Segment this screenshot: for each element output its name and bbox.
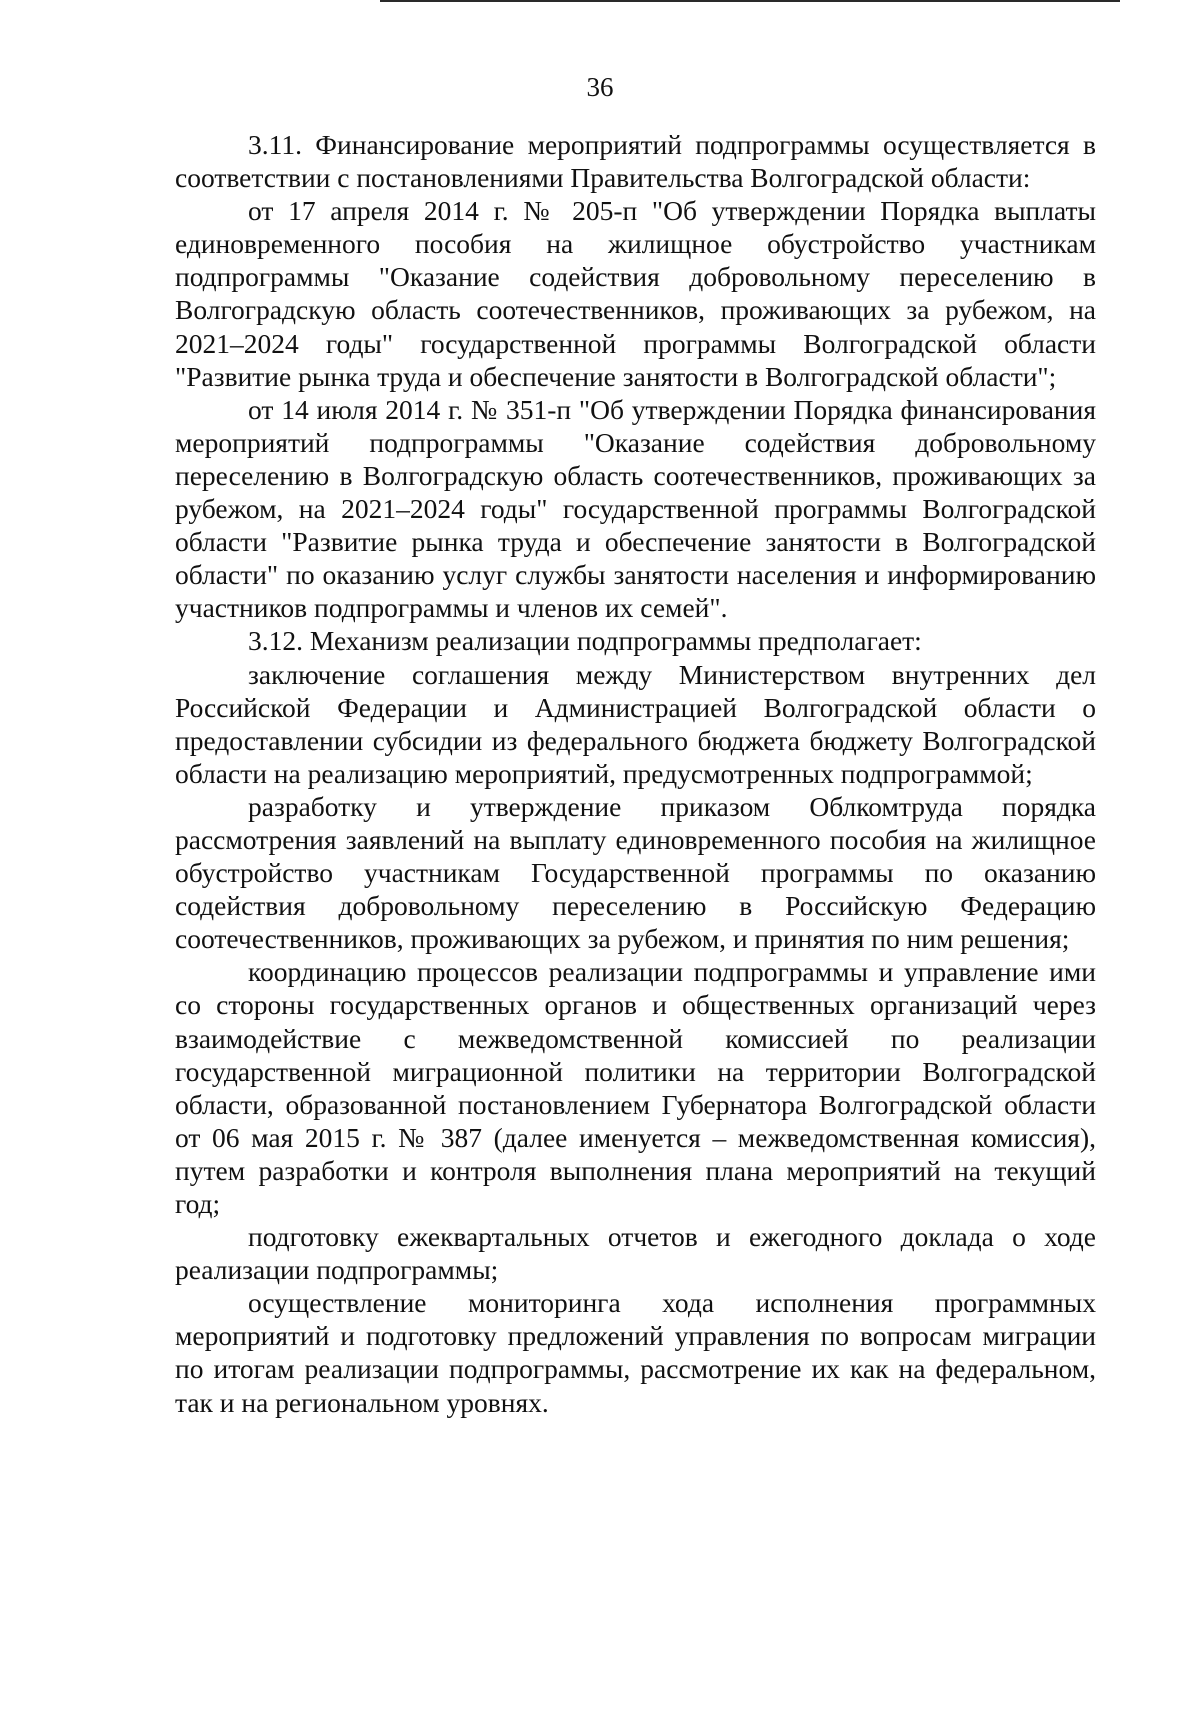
scan-edge-line <box>380 0 1120 2</box>
paragraph-monitoring: осуществление мониторинга хода исполнения программных мероприятий и подготовку предложений управления по вопросам миграции по итогам реализации подпрограммы, рассмотрение их как на федеральном, так и на региональном уровнях. <box>175 1287 1096 1418</box>
page-number: 36 <box>586 72 614 102</box>
paragraph-agreement: заключение соглашения между Министерством внутренних дел Российской Федерации и Администрацией Волгоградской области о предоставлении субсидии из федерального бюджета бюджету Волгоградской области на реализацию мероприятий, предусмотренных подпрограммой; <box>175 658 1096 789</box>
paragraph-3-11: 3.11. Финансирование мероприятий подпрограммы осуществляется в соответствии с постановлениями Правительства Волгоградской области: <box>175 129 1096 194</box>
paragraph-decree-351: от 14 июля 2014 г. № 351-п "Об утверждении Порядка финансирования мероприятий подпрограммы "Оказание содействия добровольному переселению в Волгоградскую область соотечественников, проживающих за рубежом, на 2021–2024 годы" государственной программы Волгоградской области "Развитие рынка труда и обеспечение занятости в Волгоградской области" по оказанию услуг службы занятости населения и информированию участников подпрограммы и членов их семей". <box>175 393 1096 624</box>
paragraph-decree-205: от 17 апреля 2014 г. № 205-п "Об утверждении Порядка выплаты единовременного пособия на жилищное обустройство участникам подпрограммы "Оказание содействия добровольному переселению в Волгоградскую область соотечественников, проживающих за рубежом, на 2021–2024 годы" государственной программы Волгоградской области "Развитие рынка труда и обеспечение занятости в Волгоградской области"; <box>175 195 1096 392</box>
paragraph-3-12: 3.12. Механизм реализации подпрограммы предполагает: <box>248 625 922 657</box>
paragraph-order-development: разработку и утверждение приказом Облкомтруда порядка рассмотрения заявлений на выплату единовременного пособия на жилищное обустройство участникам Государственной программы по оказанию содействия добровольному переселению в Российскую Федерацию соотечественников, проживающих за рубежом, и принятия по ним решения; <box>175 790 1096 955</box>
document-body <box>175 128 1096 1419</box>
paragraph-reports: подготовку ежеквартальных отчетов и ежегодного доклада о ходе реализации подпрограммы; <box>175 1221 1096 1286</box>
paragraph-coordination: координацию процессов реализации подпрограммы и управление ими со стороны государственных органов и общественных организаций через взаимодействие с межведомственной комиссией по реализации государственной миграционной политики на территории Волгоградской области, образованной постановлением Губернатора Волгоградской области от 06 мая 2015 г. № 387 (далее именуется – межведомственная комиссия), путем разработки и контроля выполнения плана мероприятий на текущий год; <box>175 956 1096 1219</box>
